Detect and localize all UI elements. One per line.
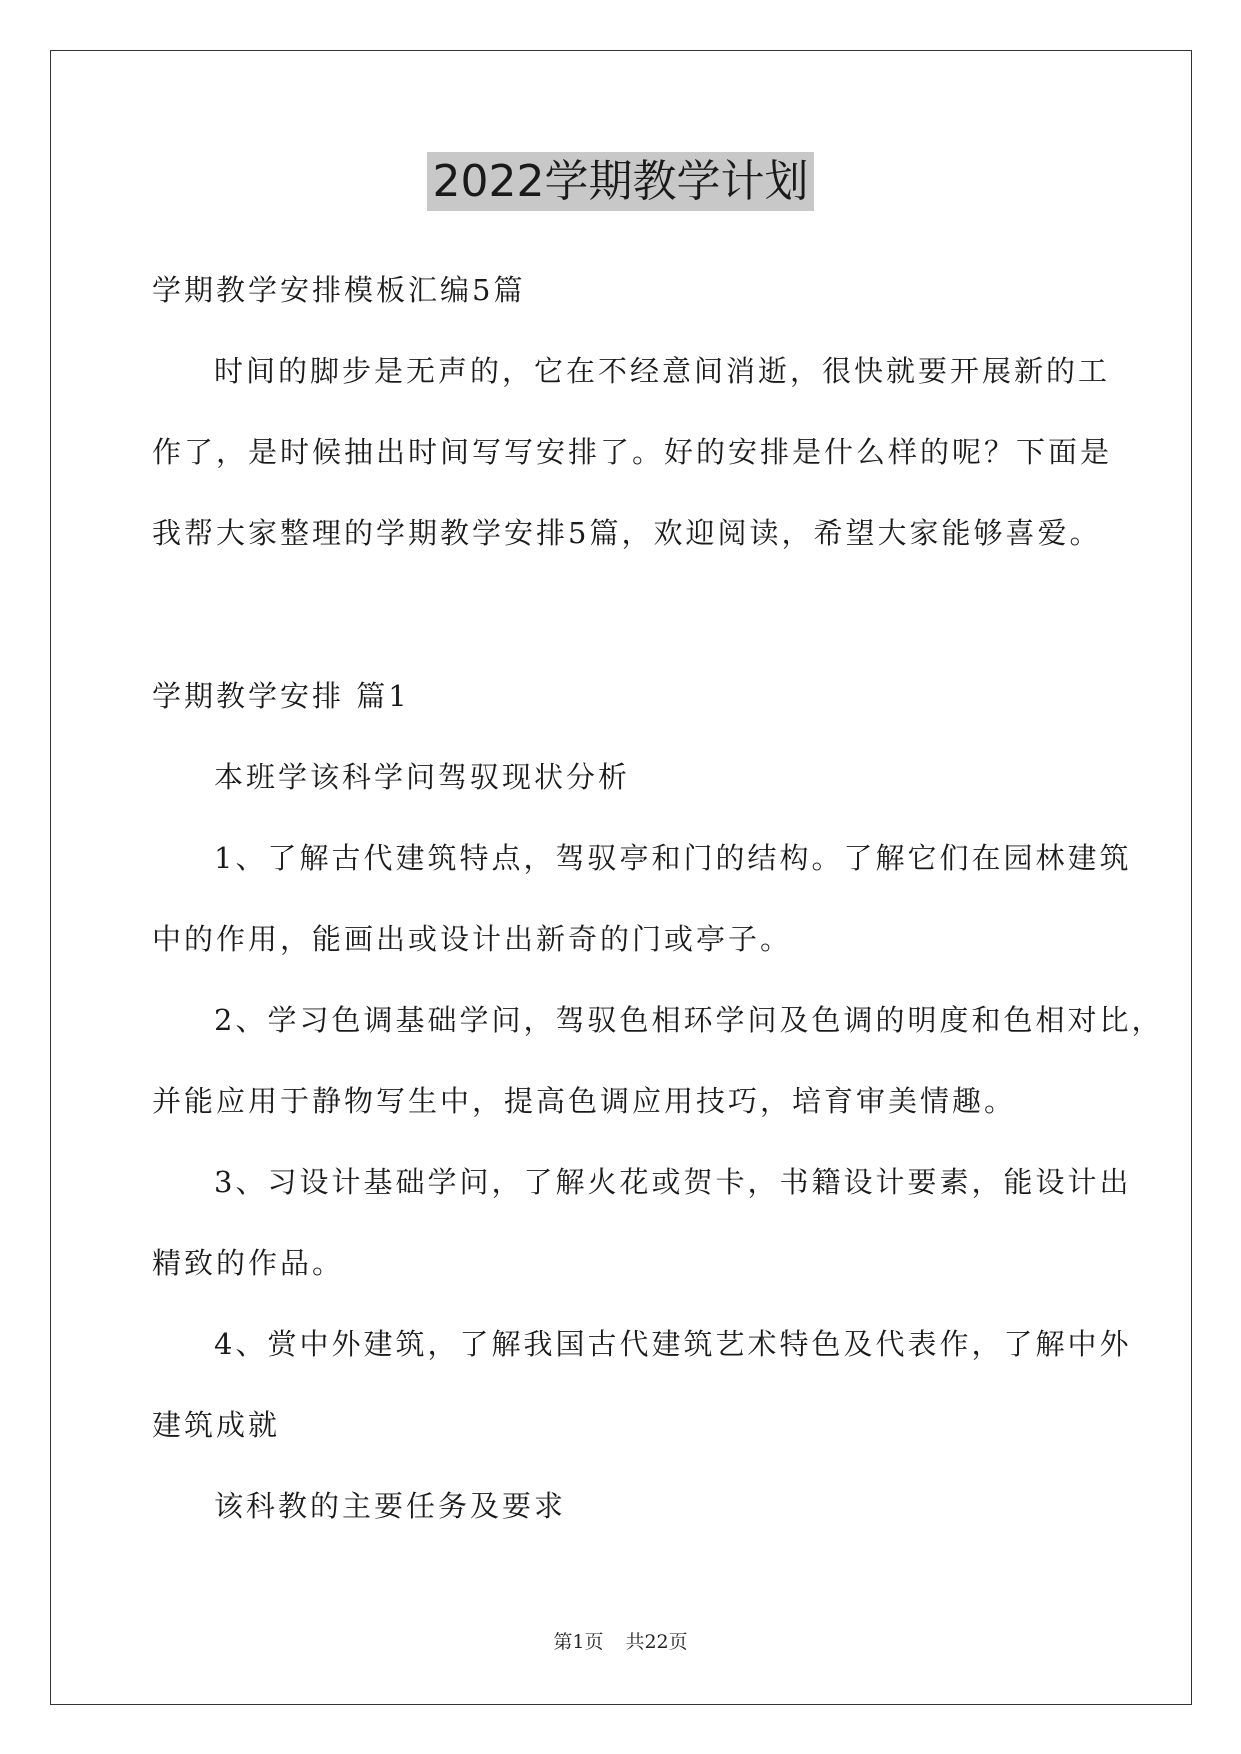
intro-line-3: 我帮大家整理的学期教学安排5篇，欢迎阅读，希望大家能够喜爱。 [152, 516, 1102, 550]
item-4-line-2: 建筑成就 [152, 1408, 281, 1442]
item-4-line-1: 4、赏中外建筑，了解我国古代建筑艺术特色及代表作，了解中外 [214, 1327, 1132, 1361]
item-2-line-2: 并能应用于静物写生中，提高色调应用技巧，培育审美情趣。 [152, 1084, 1017, 1118]
intro-line-2: 作了，是时候抽出时间写写安排了。好的安排是什么样的呢？下面是 [152, 435, 1113, 469]
item-3-line-1: 3、习设计基础学问，了解火花或贺卡，书籍设计要素，能设计出 [214, 1165, 1132, 1199]
subtitle-line: 学期教学安排模板汇编5篇 [152, 273, 526, 307]
intro-line-1: 时间的脚步是无声的，它在不经意间消逝，很快就要开展新的工 [214, 354, 1111, 388]
page-number: 第1页 [553, 1631, 604, 1653]
page-total: 共22页 [625, 1631, 688, 1653]
document-title [0, 150, 1241, 214]
page-footer [0, 1629, 1241, 1655]
section-heading: 学期教学安排 篇1 [152, 679, 410, 713]
analysis-heading: 本班学该科学问驾驭现状分析 [214, 760, 631, 794]
item-3-line-2: 精致的作品。 [152, 1246, 345, 1280]
item-2-line-1: 2、学习色调基础学问，驾驭色相环学问及色调的明度和色相对比， [214, 1003, 1164, 1037]
item-1-line-2: 中的作用，能画出或设计出新奇的门或亭子。 [152, 922, 793, 956]
tasks-heading: 该科教的主要任务及要求 [214, 1489, 567, 1523]
item-1-line-1: 1、了解古代建筑特点，驾驭亭和门的结构。了解它们在园林建筑 [214, 841, 1132, 875]
document-title-text: 2022学期教学计划 [427, 152, 815, 211]
